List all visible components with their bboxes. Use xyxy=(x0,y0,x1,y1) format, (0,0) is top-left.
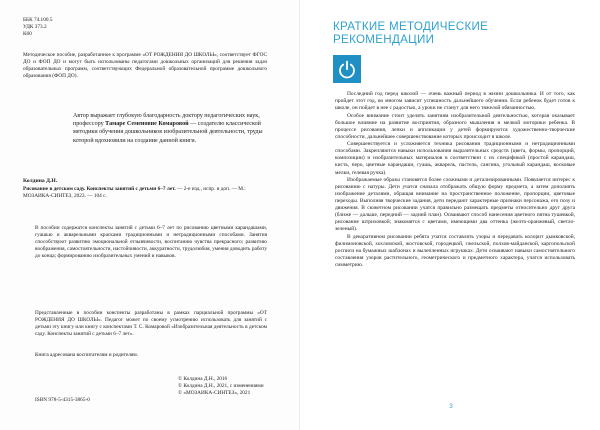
catalog-title xyxy=(23,186,267,200)
section-heading xyxy=(333,20,583,47)
bbk-block xyxy=(23,17,143,38)
audience-note: Книга адресована воспитателям и родителям. xyxy=(35,352,139,358)
annotation-paragraph: В пособии содержатся конспекты занятий с детьми 6–7 лет по рисованию цветными карандашами, гуашью и акварельными красками традиционными и нетрадиционными способами. Занятия способствуют развитию эмоциональной отзывчивости, воспитанию чувства прекрасного; развитию воображения, самостоятельности, настойчивости, аккуратности, трудолюбия, умения доводить работу до конца; формированию изобразительных умений и навыков. xyxy=(35,225,267,259)
paragraph: Особое внимание стоит уделять занятиям изобразительной деятельностью, которая оказывает большое влияние на развитие восприятия, образного мышления и мелкой моторики ребенка. В процессе рисования, лепки и аппликации у детей формируются художественно-творческие способности, дальнейшее совершенствование которых происходит в школе. xyxy=(335,112,575,140)
acknowledgement-name: Тамаре Семеновне Комаровой xyxy=(105,121,189,128)
power-icon xyxy=(333,55,361,83)
bbk-code: ББК 74.100.5 xyxy=(23,17,53,23)
acknowledgement-text: Автор выражает глубокую благодарность доктору педагогических наук, профессору xyxy=(73,113,260,128)
catalog-title-bold: Рисование в детском саду. Конспекты занятий с детьми 6–7 лет. xyxy=(23,186,176,192)
copyright-block xyxy=(178,376,288,397)
catalog-author: Колдина Д.Н. xyxy=(23,178,58,184)
page-number: 3 xyxy=(449,404,453,410)
main-text xyxy=(335,91,575,270)
copyright-line: © Колдина Д.Н., 2021, с изменениями xyxy=(178,382,264,389)
section-heading-line: РЕКОМЕНДАЦИИ xyxy=(333,33,435,47)
acknowledgement-text-end: — создателю классической методики обучения дошкольников изобразительной деятельности, труды которой вдохновили на создание данной книги. xyxy=(73,121,263,144)
section-heading-line: КРАТКИЕ МЕТОДИЧЕСКИЕ xyxy=(333,20,489,33)
isbn: ISBN 978-5-4315-3865-0 xyxy=(35,397,90,403)
paragraph: В декоративном рисовании ребята учатся составлять узоры и передавать колорит дымковской, филимоновской, хохломской, жостовской, городецкой, гжельской, полхов-майданской, каргопольской росписи на бумажных шаблонах и вылепленных игрушках. Дети осваивают навыки самостоятельного составления узоров растительного, геометрического и предметного характера, учатся использовать симметрию. xyxy=(335,233,575,269)
catalog-title-details: — 2-е изд., испр. и доп. — М.: МОЗАИКА-СИНТЕЗ, 2023. — 104 с. xyxy=(23,186,246,199)
annotation-paragraph-2: Представленные в пособии конспекты разработаны в рамках парциальной программы «ОТ РОЖДЕНИЯ ДО ШКОЛЫ». Педагог может по своему усмотрению использовать для занятий с детьми эту книгу или книгу с конспектами Т. С. Комаровой «Изобразительная деятельность в детском саду. Конспекты занятий с детьми 6–7 лет». xyxy=(35,310,267,337)
udk-code: УДК 373.2 xyxy=(23,23,47,30)
acknowledgement xyxy=(73,112,267,145)
right-page xyxy=(300,0,600,430)
paragraph: Изображаемые образы становятся более сложными и детализированными. Появляется интерес к рисованию с натуры. Дети учатся сначала отображать общую форму предмета, а затем дополнять изображение деталями, обращая внимание на пространственное положение, пропорции, цветовые переходы. Выполняя творческие задания, дети передают характерные признаки персонажа, его позу и движения. В сюжетном рисовании учатся правильно размещать предметы относительно друг друга (ближе — дальше, передний — задний план). Осваивают способ нанесения цветного пятна тушевкой, рисование штриховкой; знакомятся с цветами, имеющими два оттенка (желто-оранжевый, светло-зеленый). xyxy=(335,177,575,233)
copyright-line: © «МОЗАИКА-СИНТЕЗ», 2021 xyxy=(178,389,251,396)
copyright-line: © Колдина Д.Н., 2016 xyxy=(178,376,228,382)
intro-paragraph: Методическое пособие, разработанное к программе «ОТ РОЖДЕНИЯ ДО ШКОЛЫ», соответствует ФГОС ДО и ФОП ДО и могут быть использованы педагогами дошкольных организаций для решения задач образовательных программ, соответствующих Федеральной образовательной программе дошкольного образования (ФОП ДО). xyxy=(23,52,267,79)
author-sign: К60 xyxy=(23,30,32,37)
paragraph: Совершенствуется и усложняется техника рисования традиционными и нетрадиционными способами. Закрепляются навыки использования выразительных средств (цвета, формы, пропорций, композиции) и изобразительных материалов в соответствии с их спецификой (простой карандаш, кисть, перо, цветные карандаши, гуашь, акварель, пастель, сангина, угольный карандаш, восковые мелки, гелевая ручка). xyxy=(335,141,575,176)
paragraph: Последний год перед школой — очень важный период в жизни дошкольника. И от того, как пройдет этот год, во многом зависит успешность дальнейшего обучения. Если ребенок будет готов к школе, он пойдет в нее с радостью, а уроки не станут для него тяжелой обязанностью. xyxy=(335,91,575,112)
